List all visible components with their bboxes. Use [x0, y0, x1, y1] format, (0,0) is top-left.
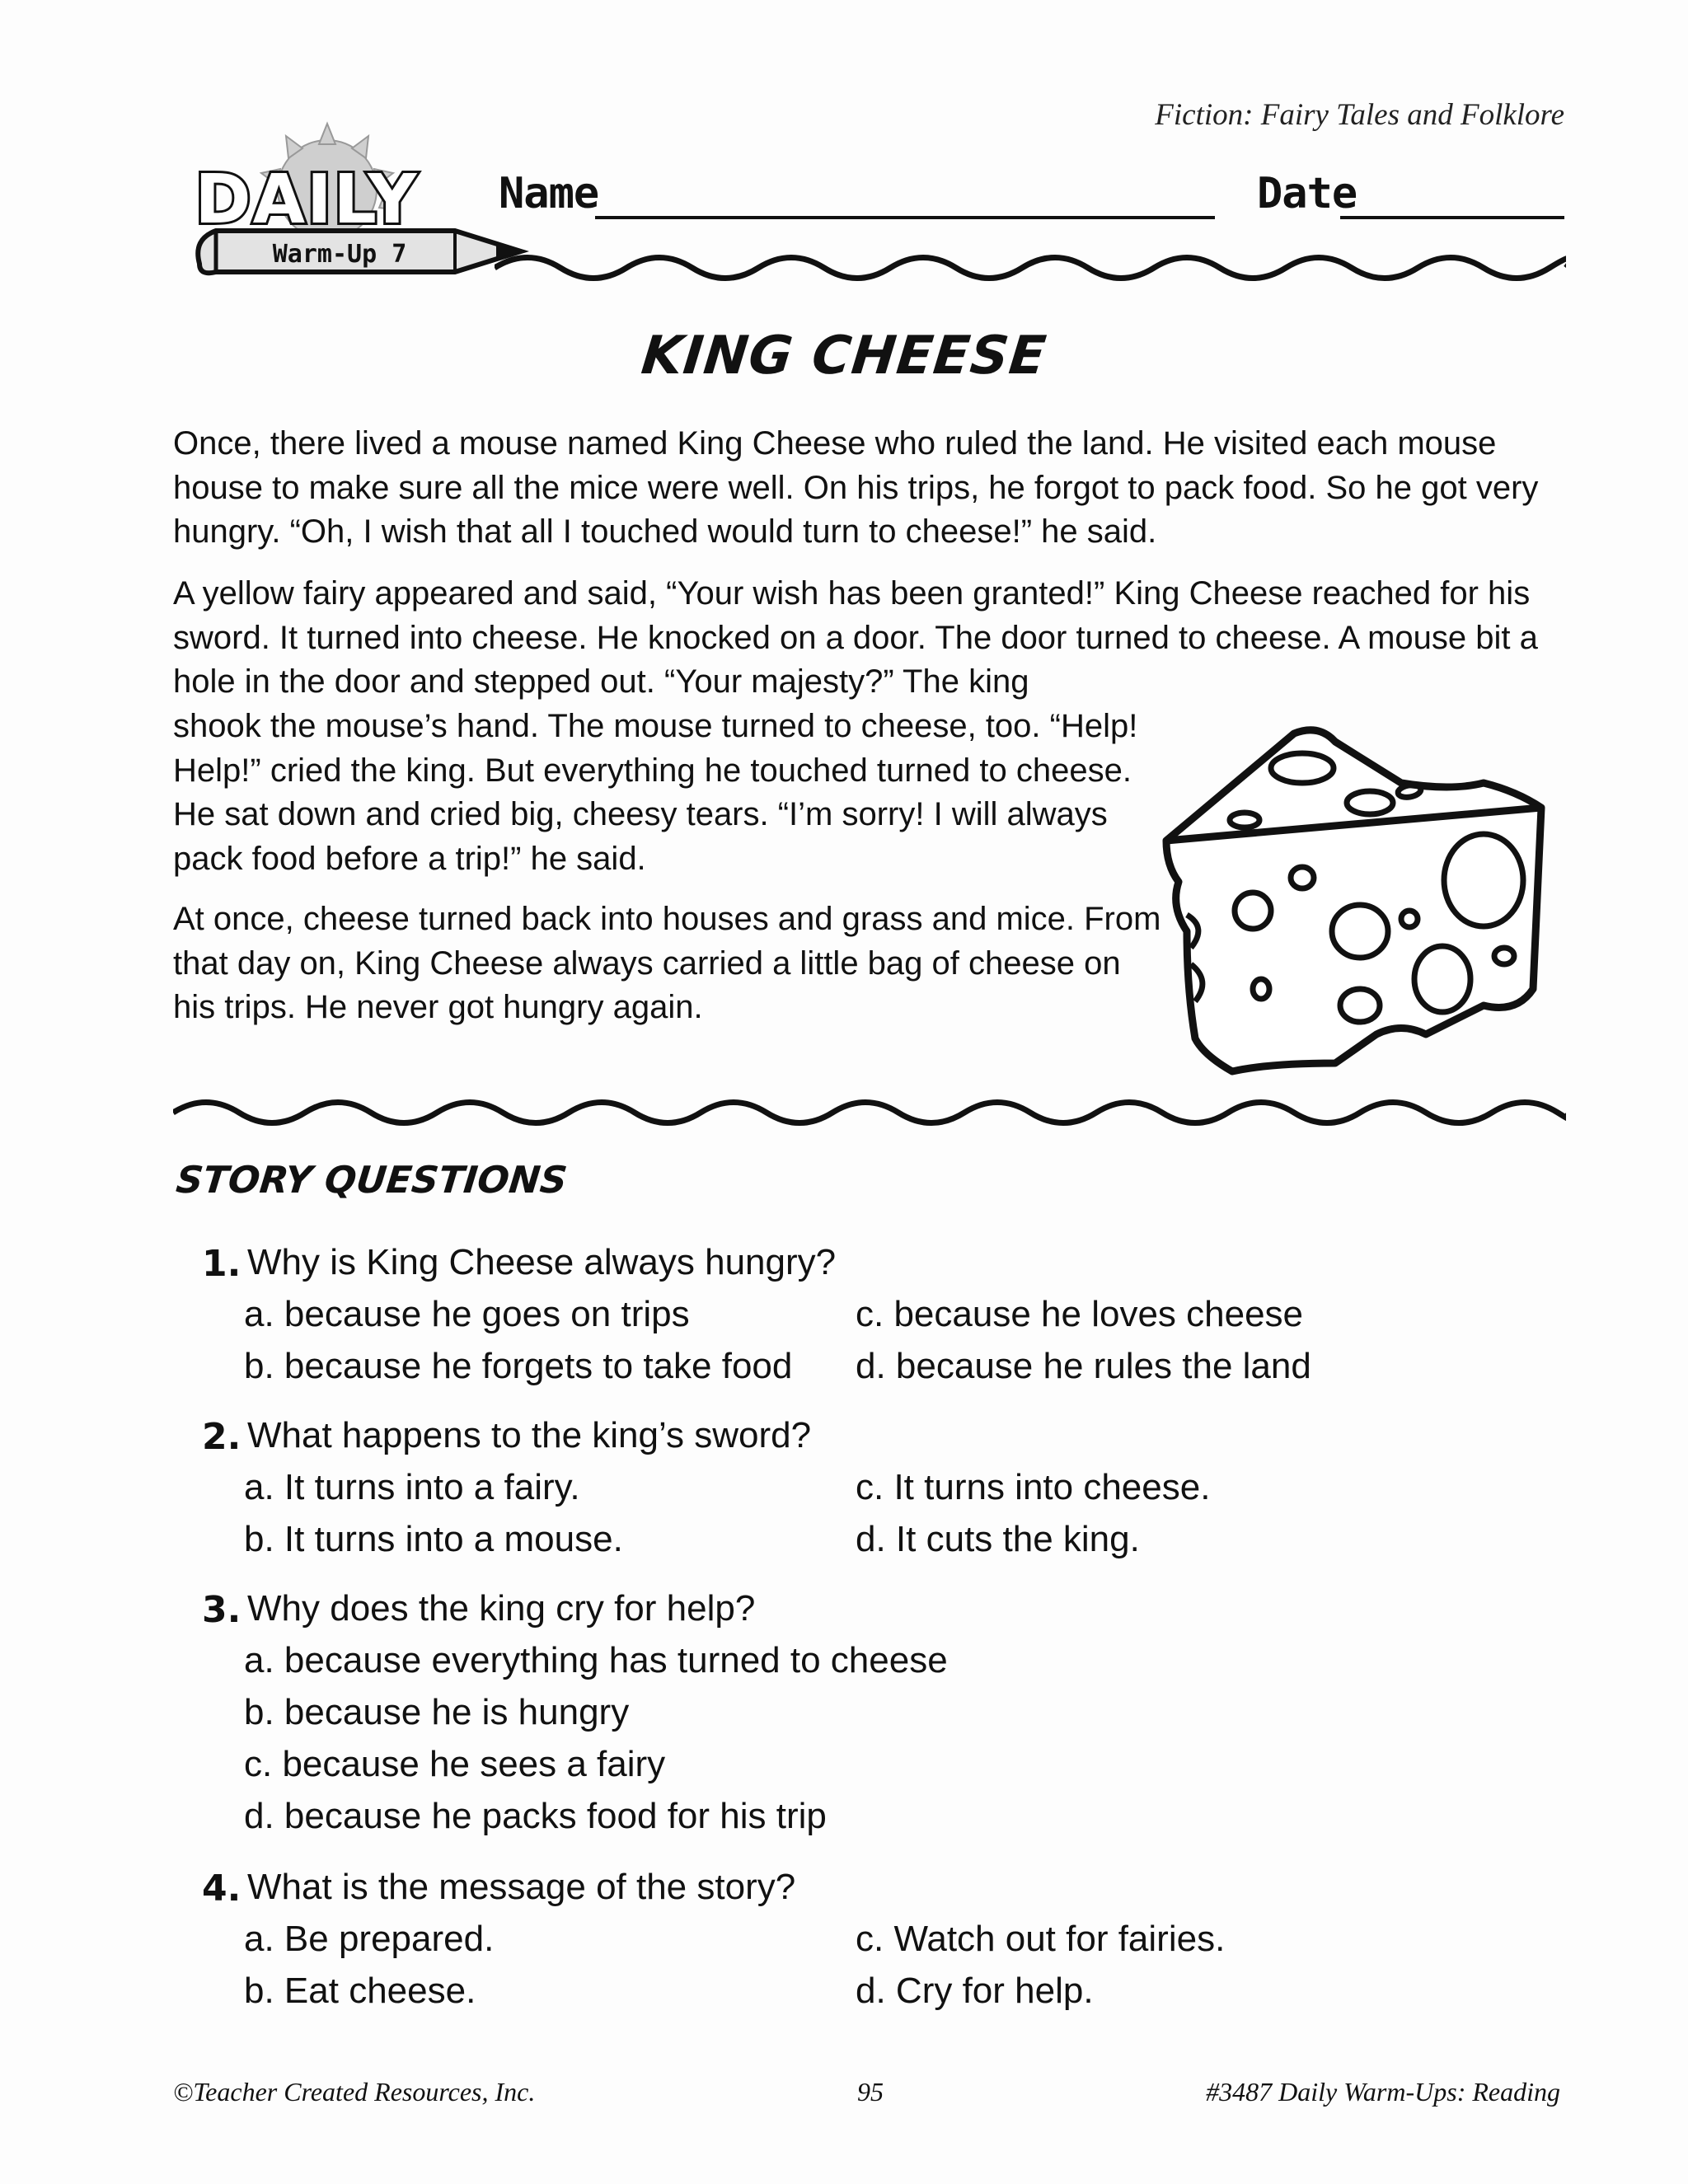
story-paragraph-2: A yellow fairy appeared and said, “Your wish has been granted!” King Cheese reached for his sword. It turned into cheese. He knocked on a door. The door turned to cheese. A mouse bit a hole in the door and stepped out. “Your majesty?” The king [173, 575, 1538, 700]
question-2-number: 2. [202, 1416, 241, 1458]
footer-publisher: ©Teacher Created Resources, Inc. [173, 2077, 536, 2107]
question-3-number: 3. [202, 1589, 241, 1631]
cheese-illustration [1154, 717, 1550, 1080]
header-category: Fiction: Fairy Tales and Folklore [1155, 98, 1564, 132]
question-3-option-b[interactable]: b. because he is hungry [244, 1692, 630, 1732]
logo-word: DAILY [195, 161, 419, 239]
logo-subtitle: Warm-Up 7 [272, 240, 407, 269]
question-4-option-c[interactable]: c. Watch out for fairies. [856, 1919, 1226, 1959]
question-3-option-c[interactable]: c. because he sees a fairy [244, 1744, 666, 1784]
question-4-option-a[interactable]: a. Be prepared. [244, 1919, 495, 1959]
question-3-option-a[interactable]: a. because everything has turned to cheese [244, 1640, 948, 1680]
question-1-number: 1. [202, 1243, 241, 1285]
question-2-option-a[interactable]: a. It turns into a fairy. [244, 1467, 580, 1507]
name-input-line[interactable] [595, 216, 1215, 219]
question-4-number: 4. [202, 1868, 241, 1910]
story-paragraph-1: Once, there lived a mouse named King Cheese who ruled the land. He visited each mouse house to make sure all the mice were well. On his trips, he forgot to pack food. So he got very hungry. “Oh, I wish that all I touched would turn to cheese!” he said. [173, 425, 1539, 550]
date-label: Date [1257, 169, 1357, 218]
name-label: Name [499, 169, 599, 218]
question-3-option-d[interactable]: d. because he packs food for his trip [244, 1796, 827, 1836]
question-2-option-b[interactable]: b. It turns into a mouse. [244, 1519, 623, 1559]
footer-book-title: #3487 Daily Warm-Ups: Reading [1206, 2077, 1560, 2107]
question-1-option-a[interactable]: a. because he goes on trips [244, 1294, 690, 1334]
story-paragraph-3: At once, cheese turned back into houses and grass and mice. From that day on, King Cheese always carried a little bag of cheese on his trips. He never got hungry again. [173, 901, 1161, 1025]
daily-warmup-logo [183, 107, 529, 305]
question-4-option-b[interactable]: b. Eat cheese. [244, 1971, 476, 2011]
question-4-text: What is the message of the story? [247, 1867, 796, 1907]
question-2-option-c[interactable]: c. It turns into cheese. [856, 1467, 1211, 1507]
story-paragraph-2-continued: shook the mouse’s hand. The mouse turned to cheese, too. “Help! Help!” cried the king. But everything he touched turned to cheese. He sat down and cried big, cheesy tears. “I’m sorry! I will always pack food before a trip!” he said. [173, 708, 1138, 877]
question-3-text: Why does the king cry for help? [247, 1588, 756, 1629]
question-2-text: What happens to the king’s sword? [247, 1415, 812, 1455]
middle-wave-divider [173, 1092, 1566, 1133]
top-wave-divider [495, 247, 1566, 288]
story-title: KING CHEESE [638, 326, 1050, 387]
question-1-option-b[interactable]: b. because he forgets to take food [244, 1346, 793, 1386]
footer-page-number: 95 [857, 2077, 884, 2107]
question-1-text: Why is King Cheese always hungry? [247, 1242, 837, 1282]
date-input-line[interactable] [1340, 216, 1564, 219]
question-1-option-c[interactable]: c. because he loves cheese [856, 1294, 1304, 1334]
question-4-option-d[interactable]: d. Cry for help. [856, 1971, 1094, 2011]
question-2-option-d[interactable]: d. It cuts the king. [856, 1519, 1140, 1559]
question-1-option-d[interactable]: d. because he rules the land [856, 1346, 1311, 1386]
questions-heading: STORY QUESTIONS [174, 1158, 570, 1202]
